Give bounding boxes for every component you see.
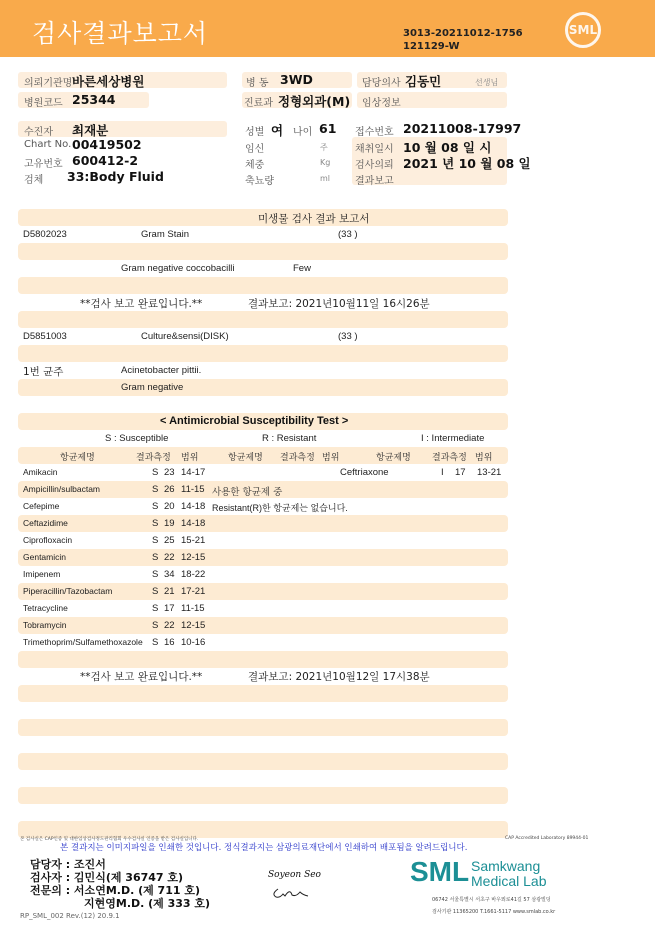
- ast-title: < Antimicrobial Susceptibility Test >: [160, 415, 349, 427]
- lab-address: 06742 서울특별시 서초구 바우뫼로41길 57 삼광빌딩: [432, 897, 551, 903]
- ast-value: 21: [164, 586, 175, 597]
- urine-label: 축뇨량: [245, 176, 274, 187]
- hospital-code-value: 25344: [72, 92, 116, 107]
- legend-susceptible: S : Susceptible: [105, 433, 169, 444]
- ast-value: 17: [164, 603, 175, 614]
- report-code-2: 121129-W: [403, 41, 460, 52]
- id-value: 600412-2: [72, 153, 139, 168]
- stripe-row: [18, 685, 508, 702]
- ast-note-2: Resistant(R)한 항균제는 없습니다.: [212, 503, 348, 513]
- stripe-row: [18, 243, 508, 260]
- micro-title: 미생물 검사 결과 보고서: [258, 213, 370, 225]
- ast-interp: S: [152, 484, 159, 495]
- ast-name: Piperacillin/Tazobactam: [23, 586, 113, 596]
- stripe-row: [18, 719, 508, 736]
- ast-name: Ampicillin/sulbactam: [23, 484, 100, 494]
- test2-specimen: (33 ): [338, 331, 358, 342]
- staff-specialist-2: 지현영M.D. (제 333 호): [84, 897, 211, 910]
- ast-value: 22: [164, 620, 175, 631]
- stripe-row: [18, 600, 508, 617]
- ward-label: 병 동: [246, 78, 269, 89]
- stripe-row: [18, 277, 508, 294]
- staff-specialist: 전문의 : 서소연M.D. (제 711 호): [30, 884, 201, 897]
- gram-result: Gram negative coccobacilli: [121, 263, 235, 274]
- ast-interp: S: [152, 620, 159, 631]
- test1-code: D5802023: [23, 229, 67, 240]
- report-complete-1: **검사 보고 완료입니다.**: [80, 298, 203, 310]
- ast-value: 16: [164, 637, 175, 648]
- collect-label: 채취일시: [355, 144, 394, 155]
- ast-name: Ceftazidime: [23, 518, 68, 528]
- cap-note: CAP Accredited Laboratory 89944-01: [505, 836, 589, 841]
- pregnancy-unit: 주: [320, 143, 328, 152]
- gram-amount: Few: [293, 263, 311, 274]
- cert-note: 본 검사실은 CAP인증 및 대한임상검사정도관리협회 우수검사실 인증을 받은 검사실입니다.: [20, 837, 199, 842]
- patient-label: 수진자: [24, 127, 53, 138]
- col-range: 범위: [475, 453, 493, 463]
- ast-range: 12-15: [181, 552, 206, 563]
- ast-name: Ciprofloxacin: [23, 535, 73, 545]
- chart-value: 00419502: [72, 137, 142, 152]
- ast-interp: S: [152, 467, 159, 478]
- doctor-suffix: 선생님: [475, 78, 499, 87]
- ast-range: 14-18: [181, 518, 206, 529]
- stripe-row: [18, 328, 508, 345]
- test2-name: Culture&sensi(DISK): [141, 331, 229, 342]
- ast-value: 26: [164, 484, 175, 495]
- ast-name: Cefepime: [23, 501, 60, 511]
- isolate-name: Acinetobacter pittii.: [121, 365, 202, 376]
- ast-name: Imipenem: [23, 569, 61, 579]
- isolate-label: 1번 균주: [23, 366, 64, 378]
- ast-note-1: 사용한 항균제 중: [212, 487, 283, 498]
- ast-value: 25: [164, 535, 175, 546]
- stripe-row: [18, 396, 508, 413]
- stripe-row: [18, 753, 508, 770]
- weight-unit: Kg: [320, 158, 331, 167]
- ast-value: 22: [164, 552, 175, 563]
- lab-name: [471, 859, 547, 889]
- urine-unit: ml: [320, 174, 331, 183]
- col-range: 범위: [181, 453, 199, 463]
- receipt-label: 접수번호: [355, 127, 394, 138]
- clinical-label: 임상정보: [362, 98, 401, 109]
- stripe-row: [18, 787, 508, 804]
- stripe-row: [18, 736, 508, 753]
- ast-right-range: 13-21: [477, 467, 502, 478]
- stripe-row: [18, 515, 508, 532]
- sml-logo: SML: [565, 12, 601, 48]
- stripe-row: [18, 464, 508, 481]
- ast-range: 12-15: [181, 620, 206, 631]
- form-code: RP_SML_002 Rev.(12) 20.9.1: [20, 912, 120, 920]
- ast-interp: S: [152, 552, 159, 563]
- report-time-2: 결과보고: 2021년10월12일 17시38분: [248, 671, 430, 683]
- dept-label: 진료과: [244, 98, 273, 109]
- age-value: 61: [319, 121, 337, 136]
- ast-range: 14-18: [181, 501, 206, 512]
- ast-right-interp: I: [441, 467, 444, 478]
- stripe-row: [18, 260, 508, 277]
- stripe-row: [18, 362, 508, 379]
- col-name: 항균제명: [60, 453, 95, 463]
- ast-value: 23: [164, 467, 175, 478]
- hospital-code-label: 병원코드: [24, 98, 63, 109]
- col-name: 항균제명: [376, 453, 411, 463]
- stripe-row: [18, 651, 508, 668]
- age-label: 나이: [293, 127, 313, 138]
- ast-value: 20: [164, 501, 175, 512]
- sex-label: 성별: [245, 127, 265, 138]
- stripe-row: [18, 566, 508, 583]
- staff-tester: 검사자 : 김민식(제 36747 호): [30, 871, 184, 884]
- chart-label: Chart No.: [24, 139, 72, 150]
- stripe-row: [18, 770, 508, 787]
- patient-value: 최재분: [72, 123, 109, 138]
- ast-right-value: 17: [455, 467, 466, 478]
- ast-range: 18-22: [181, 569, 206, 580]
- ast-range: 14-17: [181, 467, 206, 478]
- stripe-row: [18, 702, 508, 719]
- id-label: 고유번호: [24, 159, 63, 170]
- stripe-row: [18, 311, 508, 328]
- stripe-row: [18, 226, 508, 243]
- doctor-label: 담당의사: [362, 78, 401, 89]
- col-result: 결과측정: [136, 453, 171, 463]
- test2-code: D5851003: [23, 331, 67, 342]
- ast-name: Gentamicin: [23, 552, 66, 562]
- stripe-row: [18, 617, 508, 634]
- receipt-value: 20211008-17997: [403, 121, 522, 136]
- ast-value: 19: [164, 518, 175, 529]
- report-label: 결과보고: [355, 176, 394, 187]
- institution-value: 바른세상병원: [72, 74, 145, 89]
- ast-interp: S: [152, 501, 159, 512]
- isolate-gram: Gram negative: [121, 382, 184, 393]
- image-copy-note: 본 결과지는 이미지파일을 인쇄한 것입니다. 정식결과지는 삼광의료재단에서 인쇄하여 배포됨을 알려드립니다.: [60, 843, 468, 853]
- signature-1: Soyeon Seo: [268, 870, 321, 880]
- ast-range: 11-15: [181, 484, 205, 495]
- ward-value: 3WD: [280, 72, 313, 87]
- ast-range: 17-21: [181, 586, 206, 597]
- ast-name: Trimethoprim/Sulfamethoxazole: [23, 637, 143, 647]
- stripe-row: [18, 345, 508, 362]
- col-name: 항균제명: [228, 453, 263, 463]
- specimen-label: 검체: [24, 175, 44, 186]
- signature-2: [270, 886, 310, 900]
- ast-range: 10-16: [181, 637, 206, 648]
- legend-resistant: R : Resistant: [262, 433, 317, 444]
- report-title: 검사결과보고서: [32, 19, 209, 48]
- stripe-row: [18, 379, 508, 396]
- col-result: 결과측정: [280, 453, 315, 463]
- ast-range: 15-21: [181, 535, 206, 546]
- lab-name-1: Samkwang: [471, 858, 541, 874]
- ast-interp: S: [152, 586, 159, 597]
- legend-intermediate: I : Intermediate: [421, 433, 485, 444]
- stripe-row: [18, 549, 508, 566]
- ast-interp: S: [152, 518, 159, 529]
- lab-name-2: Medical Lab: [471, 873, 547, 889]
- ast-name: Tetracycline: [23, 603, 68, 613]
- request-label: 검사의뢰: [355, 160, 394, 171]
- dept-value: 정형외과(M): [278, 94, 351, 109]
- stripe-row: [18, 532, 508, 549]
- collect-value: 10 월 08 일 시: [403, 140, 492, 155]
- report-complete-2: **검사 보고 완료입니다.**: [80, 671, 203, 683]
- ast-value: 34: [164, 569, 175, 580]
- lab-contact: 검사기관 11365200 T.1661-5117 www.smlab.co.kr: [432, 909, 556, 915]
- staff-in-charge: 담당자 : 조진서: [30, 858, 106, 871]
- col-result: 결과측정: [432, 453, 467, 463]
- ast-name: Amikacin: [23, 467, 58, 477]
- test1-specimen: (33 ): [338, 229, 358, 240]
- ast-right-name: Ceftriaxone: [340, 467, 389, 478]
- report-time-1: 결과보고: 2021년10월11일 16시26분: [248, 298, 430, 310]
- stripe-row: [18, 804, 508, 821]
- ast-interp: S: [152, 535, 159, 546]
- doctor-value: 김동민: [405, 74, 442, 89]
- ast-interp: S: [152, 569, 159, 580]
- specimen-value: 33:Body Fluid: [67, 169, 164, 184]
- request-value: 2021 년 10 월 08 일: [403, 156, 531, 171]
- col-range: 범위: [322, 453, 340, 463]
- sex-value: 여: [271, 123, 284, 138]
- weight-label: 체중: [245, 160, 265, 171]
- ast-name: Tobramycin: [23, 620, 67, 630]
- sml-footer-logo: SML: [410, 856, 470, 887]
- test1-name: Gram Stain: [141, 229, 190, 240]
- ast-interp: S: [152, 637, 159, 648]
- pregnancy-label: 임신: [245, 144, 265, 155]
- ast-range: 11-15: [181, 603, 205, 614]
- report-code: 3013-20211012-1756: [403, 28, 523, 39]
- ast-interp: S: [152, 603, 159, 614]
- institution-label: 의뢰기관명: [24, 78, 73, 89]
